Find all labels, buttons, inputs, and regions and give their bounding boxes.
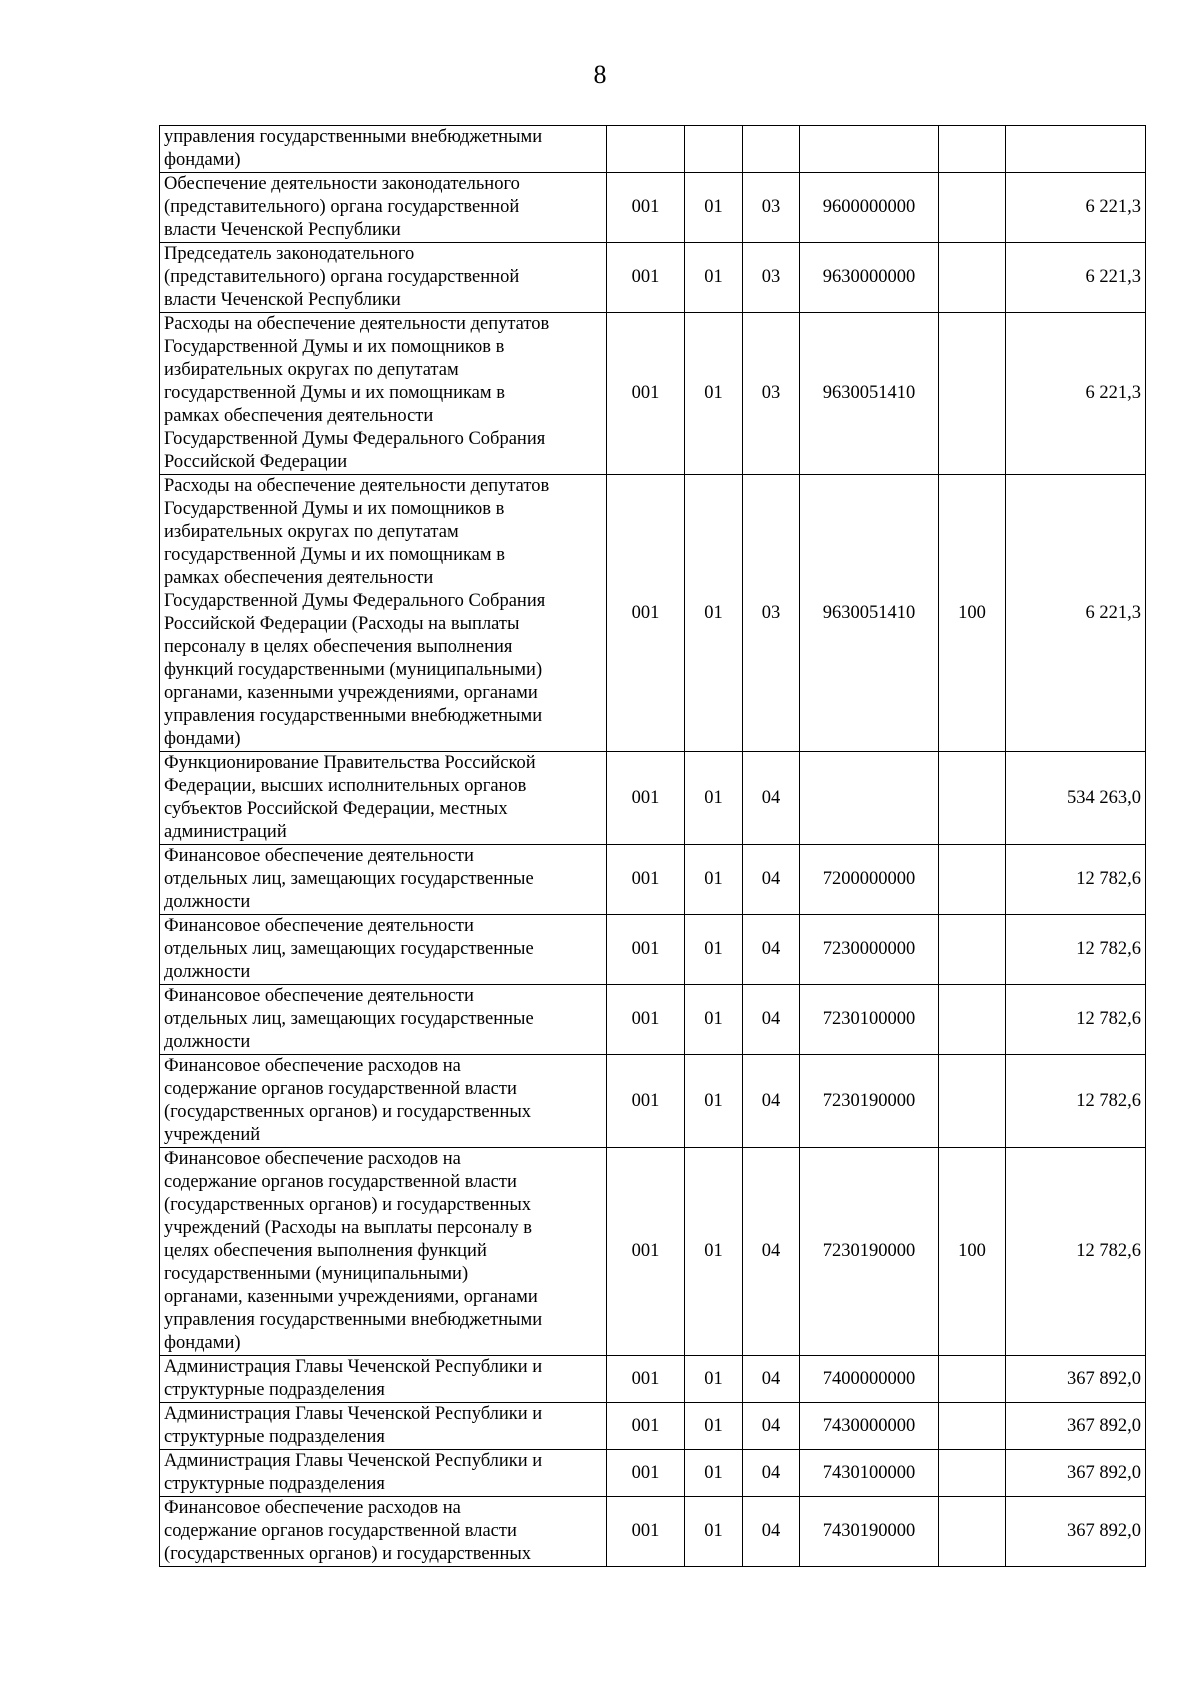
expense-name-line: рамках обеспечения деятельности: [164, 406, 434, 426]
target-article-cell: 7230100000: [800, 985, 939, 1055]
expense-name-line: Государственной Думы и их помощников в: [164, 337, 505, 357]
expense-type-cell: [939, 1497, 1006, 1567]
expense-name-line: содержание органов государственной власти: [164, 1079, 517, 1099]
subsection-code-cell: 04: [743, 1450, 800, 1497]
expense-name-line: органами, казенными учреждениями, органами: [164, 683, 538, 703]
expense-name-line: Финансовое обеспечение расходов на: [164, 1056, 461, 1076]
expense-type-cell: [939, 1055, 1006, 1148]
expense-name-line: Финансовое обеспечение деятельности: [164, 986, 474, 1006]
expense-type-cell: [939, 752, 1006, 845]
table-row: [160, 985, 1146, 1055]
expense-name-line: субъектов Российской Федерации, местных: [164, 799, 508, 819]
section-code-cell: 01: [685, 475, 743, 752]
expense-name-line: отдельных лиц, замещающих государственные: [164, 1009, 534, 1029]
expense-name-line: Финансовое обеспечение деятельности: [164, 846, 474, 866]
expense-name-cell: [160, 1356, 607, 1403]
subsection-code-cell: 04: [743, 985, 800, 1055]
expense-name-line: учреждений: [164, 1125, 261, 1145]
expense-name-line: должности: [164, 962, 251, 982]
expense-name-line: государственными (муниципальными): [164, 1264, 469, 1284]
expense-name-line: (государственных органов) и государственных: [164, 1195, 532, 1215]
page-number: 8: [593, 60, 607, 89]
expense-type-cell: [939, 313, 1006, 475]
section-code-cell: 01: [685, 313, 743, 475]
expense-name-cell: [160, 1055, 607, 1148]
target-article-cell: [800, 126, 939, 173]
amount-cell: 12 782,6: [1006, 1055, 1146, 1148]
expense-name-cell: [160, 313, 607, 475]
expense-name-line: должности: [164, 892, 251, 912]
expense-name-line: Государственной Думы и их помощников в: [164, 499, 505, 519]
expense-name-cell: [160, 915, 607, 985]
subsection-code-cell: 04: [743, 1356, 800, 1403]
target-article-cell: 7430190000: [800, 1497, 939, 1567]
expense-type-cell: [939, 1403, 1006, 1450]
expense-name-line: государственной Думы и их помощникам в: [164, 545, 505, 565]
expense-name-line: Обеспечение деятельности законодательного: [164, 174, 520, 194]
grbs-code-cell: 001: [607, 173, 685, 243]
expense-name-line: Расходы на обеспечение деятельности депутатов: [164, 476, 550, 496]
target-article-cell: 9630000000: [800, 243, 939, 313]
expense-name-line: управления государственными внебюджетными: [164, 127, 543, 147]
amount-cell: 12 782,6: [1006, 915, 1146, 985]
grbs-code-cell: 001: [607, 985, 685, 1055]
expense-name-cell: [160, 1450, 607, 1497]
expense-name-line: структурные подразделения: [164, 1427, 385, 1447]
subsection-code-cell: 03: [743, 313, 800, 475]
amount-cell: 534 263,0: [1006, 752, 1146, 845]
subsection-code-cell: 04: [743, 915, 800, 985]
section-code-cell: 01: [685, 985, 743, 1055]
target-article-cell: 7200000000: [800, 845, 939, 915]
expense-name-cell: [160, 1497, 607, 1567]
expense-name-line: Российской Федерации: [164, 452, 348, 472]
amount-cell: 367 892,0: [1006, 1497, 1146, 1567]
expense-name-line: функций государственными (муниципальными): [164, 660, 543, 680]
grbs-code-cell: 001: [607, 1356, 685, 1403]
table-row: [160, 126, 1146, 173]
subsection-code-cell: 04: [743, 845, 800, 915]
expense-name-line: Российской Федерации (Расходы на выплаты: [164, 614, 520, 634]
subsection-code-cell: 04: [743, 1497, 800, 1567]
expense-name-cell: [160, 1148, 607, 1356]
amount-cell: [1006, 126, 1146, 173]
target-article-cell: 7230190000: [800, 1055, 939, 1148]
target-article-cell: 9630051410: [800, 475, 939, 752]
expense-name-line: управления государственными внебюджетными: [164, 706, 543, 726]
subsection-code-cell: 04: [743, 1148, 800, 1356]
expense-name-line: Администрация Главы Чеченской Республики и: [164, 1451, 543, 1471]
expense-name-line: отдельных лиц, замещающих государственные: [164, 869, 534, 889]
expense-name-line: власти Чеченской Республики: [164, 220, 401, 240]
expense-name-line: фондами): [164, 1333, 241, 1353]
target-article-cell: 7430000000: [800, 1403, 939, 1450]
expense-name-line: структурные подразделения: [164, 1474, 385, 1494]
amount-cell: 6 221,3: [1006, 313, 1146, 475]
target-article-cell: 7400000000: [800, 1356, 939, 1403]
section-code-cell: 01: [685, 243, 743, 313]
subsection-code-cell: [743, 126, 800, 173]
expense-type-cell: [939, 173, 1006, 243]
grbs-code-cell: 001: [607, 1055, 685, 1148]
table-row: [160, 1055, 1146, 1148]
expense-name-line: (представительного) органа государственной: [164, 267, 520, 287]
section-code-cell: 01: [685, 1403, 743, 1450]
expense-name-line: целях обеспечения выполнения функций: [164, 1241, 487, 1261]
section-code-cell: 01: [685, 752, 743, 845]
expense-name-line: структурные подразделения: [164, 1380, 385, 1400]
table-row: [160, 1497, 1146, 1567]
section-code-cell: 01: [685, 1055, 743, 1148]
expense-name-line: персоналу в целях обеспечения выполнения: [164, 637, 513, 657]
expense-name-line: Администрация Главы Чеченской Республики и: [164, 1357, 543, 1377]
section-code-cell: 01: [685, 915, 743, 985]
expense-type-cell: [939, 845, 1006, 915]
expense-name-line: Финансовое обеспечение расходов на: [164, 1149, 461, 1169]
expense-name-line: фондами): [164, 150, 241, 170]
expense-name-line: должности: [164, 1032, 251, 1052]
expense-name-line: органами, казенными учреждениями, органами: [164, 1287, 538, 1307]
grbs-code-cell: 001: [607, 475, 685, 752]
subsection-code-cell: 04: [743, 752, 800, 845]
expense-name-cell: [160, 173, 607, 243]
expense-name-line: Финансовое обеспечение деятельности: [164, 916, 474, 936]
expense-name-cell: [160, 126, 607, 173]
expense-name-line: Государственной Думы Федерального Собрания: [164, 591, 546, 611]
expense-name-cell: [160, 243, 607, 313]
expense-type-cell: [939, 915, 1006, 985]
expense-type-cell: [939, 126, 1006, 173]
expense-name-cell: [160, 475, 607, 752]
expense-type-cell: [939, 243, 1006, 313]
table-row: [160, 243, 1146, 313]
expense-name-line: Администрация Главы Чеченской Республики и: [164, 1404, 543, 1424]
section-code-cell: [685, 126, 743, 173]
subsection-code-cell: 03: [743, 475, 800, 752]
section-code-cell: 01: [685, 845, 743, 915]
expense-name-cell: [160, 752, 607, 845]
amount-cell: 367 892,0: [1006, 1450, 1146, 1497]
expense-name-line: Федерации, высших исполнительных органов: [164, 776, 527, 796]
section-code-cell: 01: [685, 1450, 743, 1497]
table-row: [160, 1450, 1146, 1497]
expense-name-line: избирательных округах по депутатам: [164, 522, 459, 542]
subsection-code-cell: 04: [743, 1403, 800, 1450]
expense-name-line: (государственных органов) и государственных: [164, 1544, 532, 1564]
target-article-cell: 7430100000: [800, 1450, 939, 1497]
table-row: [160, 1403, 1146, 1450]
table-body: [160, 126, 1146, 1567]
grbs-code-cell: 001: [607, 1497, 685, 1567]
table-row: [160, 752, 1146, 845]
amount-cell: 367 892,0: [1006, 1356, 1146, 1403]
subsection-code-cell: 04: [743, 1055, 800, 1148]
section-code-cell: 01: [685, 1497, 743, 1567]
grbs-code-cell: 001: [607, 915, 685, 985]
expense-name-line: администраций: [164, 822, 287, 842]
target-article-cell: [800, 752, 939, 845]
expense-name-line: Функционирование Правительства Российской: [164, 753, 536, 773]
amount-cell: 367 892,0: [1006, 1403, 1146, 1450]
amount-cell: 6 221,3: [1006, 173, 1146, 243]
table-row: [160, 173, 1146, 243]
expense-name-line: Председатель законодательного: [164, 244, 415, 264]
table-row: [160, 313, 1146, 475]
subsection-code-cell: 03: [743, 243, 800, 313]
target-article-cell: 7230000000: [800, 915, 939, 985]
expense-name-line: власти Чеченской Республики: [164, 290, 401, 310]
section-code-cell: 01: [685, 1356, 743, 1403]
section-code-cell: 01: [685, 1148, 743, 1356]
grbs-code-cell: 001: [607, 845, 685, 915]
table-row: [160, 1356, 1146, 1403]
expense-name-line: отдельных лиц, замещающих государственные: [164, 939, 534, 959]
expense-type-cell: [939, 985, 1006, 1055]
target-article-cell: 7230190000: [800, 1148, 939, 1356]
table-row: [160, 475, 1146, 752]
expense-name-line: фондами): [164, 729, 241, 749]
expense-name-cell: [160, 845, 607, 915]
expense-name-line: рамках обеспечения деятельности: [164, 568, 434, 588]
grbs-code-cell: [607, 126, 685, 173]
grbs-code-cell: 001: [607, 1450, 685, 1497]
expense-name-line: Государственной Думы Федерального Собрания: [164, 429, 546, 449]
section-code-cell: 01: [685, 173, 743, 243]
expense-type-cell: [939, 1356, 1006, 1403]
expense-type-cell: 100: [939, 475, 1006, 752]
expense-name-line: (представительного) органа государственной: [164, 197, 520, 217]
expense-name-line: (государственных органов) и государственных: [164, 1102, 532, 1122]
amount-cell: 12 782,6: [1006, 1148, 1146, 1356]
grbs-code-cell: 001: [607, 1403, 685, 1450]
expense-name-line: Расходы на обеспечение деятельности депутатов: [164, 314, 550, 334]
target-article-cell: 9630051410: [800, 313, 939, 475]
table-row: [160, 915, 1146, 985]
amount-cell: 6 221,3: [1006, 475, 1146, 752]
table-row: [160, 845, 1146, 915]
table-row: [160, 1148, 1146, 1356]
expense-name-line: управления государственными внебюджетными: [164, 1310, 543, 1330]
subsection-code-cell: 03: [743, 173, 800, 243]
expense-name-line: Финансовое обеспечение расходов на: [164, 1498, 461, 1518]
expense-name-cell: [160, 1403, 607, 1450]
grbs-code-cell: 001: [607, 1148, 685, 1356]
amount-cell: 12 782,6: [1006, 845, 1146, 915]
expense-type-cell: [939, 1450, 1006, 1497]
target-article-cell: 9600000000: [800, 173, 939, 243]
amount-cell: 6 221,3: [1006, 243, 1146, 313]
expense-name-line: государственной Думы и их помощникам в: [164, 383, 505, 403]
amount-cell: 12 782,6: [1006, 985, 1146, 1055]
expense-type-cell: 100: [939, 1148, 1006, 1356]
expense-name-line: избирательных округах по депутатам: [164, 360, 459, 380]
expense-name-line: учреждений (Расходы на выплаты персоналу в: [164, 1218, 532, 1238]
grbs-code-cell: 001: [607, 313, 685, 475]
expense-name-cell: [160, 985, 607, 1055]
grbs-code-cell: 001: [607, 243, 685, 313]
expense-name-line: содержание органов государственной власти: [164, 1172, 517, 1192]
grbs-code-cell: 001: [607, 752, 685, 845]
expense-name-line: содержание органов государственной власти: [164, 1521, 517, 1541]
budget-table: [159, 125, 1146, 1567]
